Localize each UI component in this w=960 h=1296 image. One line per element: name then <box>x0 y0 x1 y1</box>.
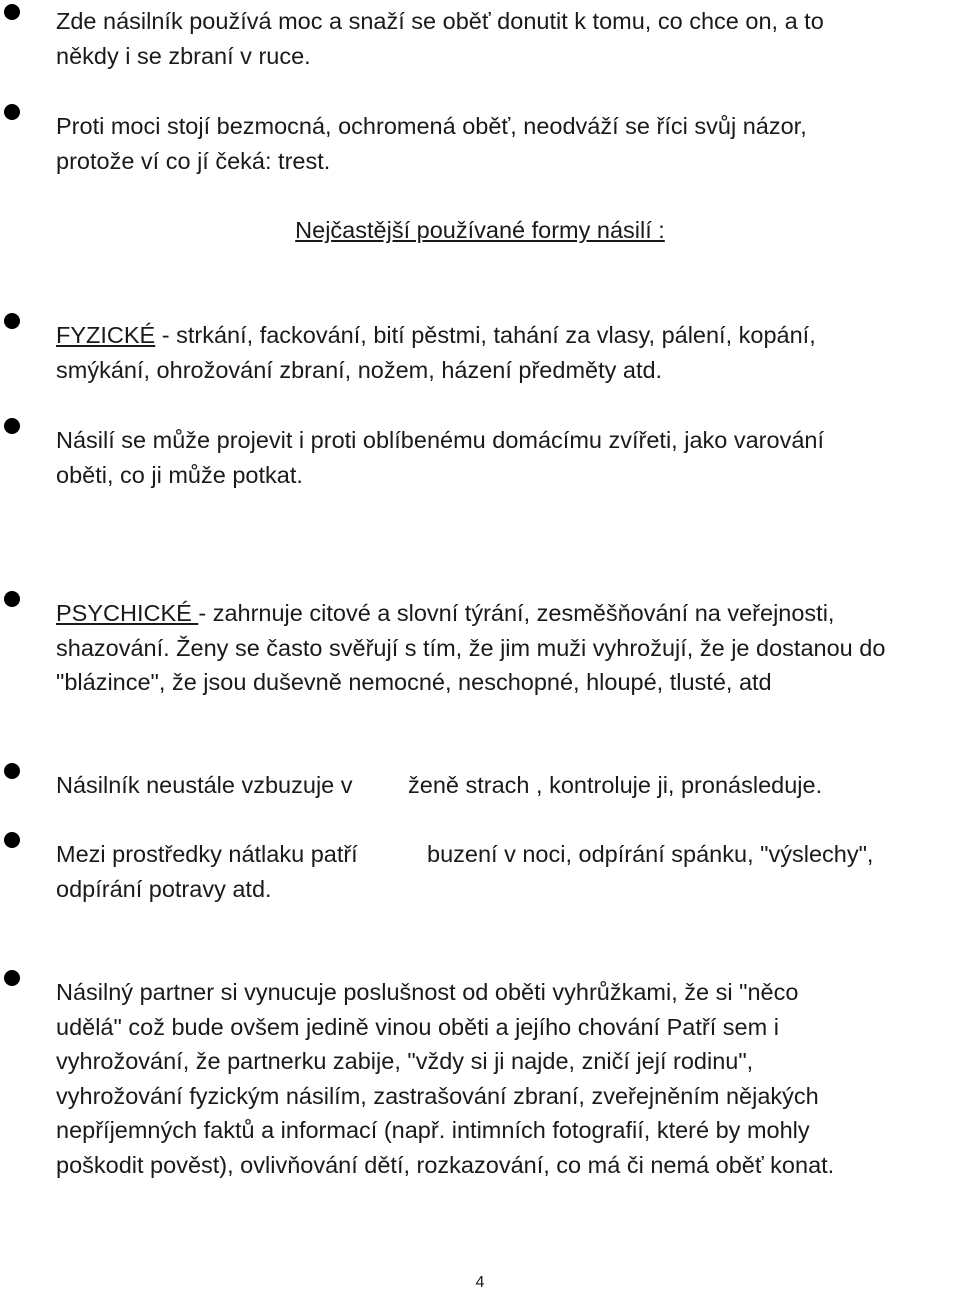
text-line <box>56 318 956 353</box>
text-segment: Mezi prostředky nátlaku patří <box>56 841 358 867</box>
text-line: nepříjemných faktů a informací (např. intimních fotografií, které by mohly <box>56 1117 810 1143</box>
bullet-dot <box>4 591 20 607</box>
paragraph-2 <box>56 109 956 178</box>
text-line: někdy i se zbraní v ruce. <box>56 42 311 69</box>
text-line <box>56 768 956 803</box>
text-line: Proti moci stojí bezmocná, ochromená oběť, neodváží se říci svůj názor, <box>56 113 807 139</box>
text-segment: ženě strach , kontroluje ji, pronásleduje. <box>408 772 823 798</box>
text-segment: buzení v noci, odpírání spánku, "výslechy", <box>427 841 874 867</box>
text-line: shazování. Ženy se často svěřují s tím, že jim muži vyhrožují, že je dostanou do <box>56 634 886 661</box>
paragraph-1 <box>56 4 956 73</box>
text-segment: - zahrnuje citové a slovní týrání, zesměšňování na veřejnosti, <box>198 600 835 626</box>
page-number: 4 <box>475 1274 485 1291</box>
text-line: odpírání potravy atd. <box>56 875 272 902</box>
text-line <box>56 596 956 631</box>
paragraph-pressure <box>56 837 956 906</box>
bullet-dot <box>4 313 20 329</box>
bullet-dot <box>4 970 20 986</box>
text-line: Násilný partner si vynucuje poslušnost od oběti vyhrůžkami, že si "něco <box>56 979 799 1005</box>
paragraph-threats <box>56 975 956 1182</box>
paragraph-psychical <box>56 596 956 700</box>
text-line: Násilí se může projevit i proti oblíbenému domácímu zvířeti, jako varování <box>56 427 824 453</box>
text-line: smýkání, ohrožování zbraní, nožem, házení předměty atd. <box>56 356 663 383</box>
text-segment: Násilník neustále vzbuzuje v <box>56 772 353 798</box>
text-line: oběti, co ji může potkat. <box>56 461 303 488</box>
text-line: udělá" což bude ovšem jedině vinou oběti a jejího chování Patří sem i <box>56 1013 779 1040</box>
bullet-dot <box>4 4 20 20</box>
paragraph-physical <box>56 318 956 387</box>
text-line: protože ví co jí čeká: trest. <box>56 147 331 174</box>
text-segment: - strkání, fackování, bití pěstmi, tahání za vlasy, pálení, kopání, <box>155 322 816 348</box>
bullet-dot <box>4 418 20 434</box>
text-line: vyhrožování, že partnerku zabije, "vždy si ji najde, zničí její rodinu", <box>56 1048 754 1074</box>
term-psychical: PSYCHICKÉ <box>56 600 199 626</box>
heading-text: Nejčastější používané formy násilí : <box>295 217 665 243</box>
term-physical: FYZICKÉ <box>56 322 156 348</box>
text-line: "blázince", že jsou duševně nemocné, neschopné, hloupé, tlusté, atd <box>56 669 772 695</box>
text-line <box>56 837 956 872</box>
bullet-dot <box>4 104 20 120</box>
text-line: vyhrožování fyzickým násilím, zastrašování zbraní, zveřejněním nějakých <box>56 1082 819 1109</box>
bullet-dot <box>4 832 20 848</box>
paragraph-fear <box>56 768 956 803</box>
section-heading <box>0 213 960 247</box>
bullet-dot <box>4 763 20 779</box>
text-line: Zde násilník používá moc a snaží se oběť donutit k tomu, co chce on, a to <box>56 8 824 34</box>
paragraph-animal <box>56 423 956 492</box>
text-line: poškodit pověst), ovlivňování dětí, rozkazování, co má či nemá oběť konat. <box>56 1151 835 1178</box>
